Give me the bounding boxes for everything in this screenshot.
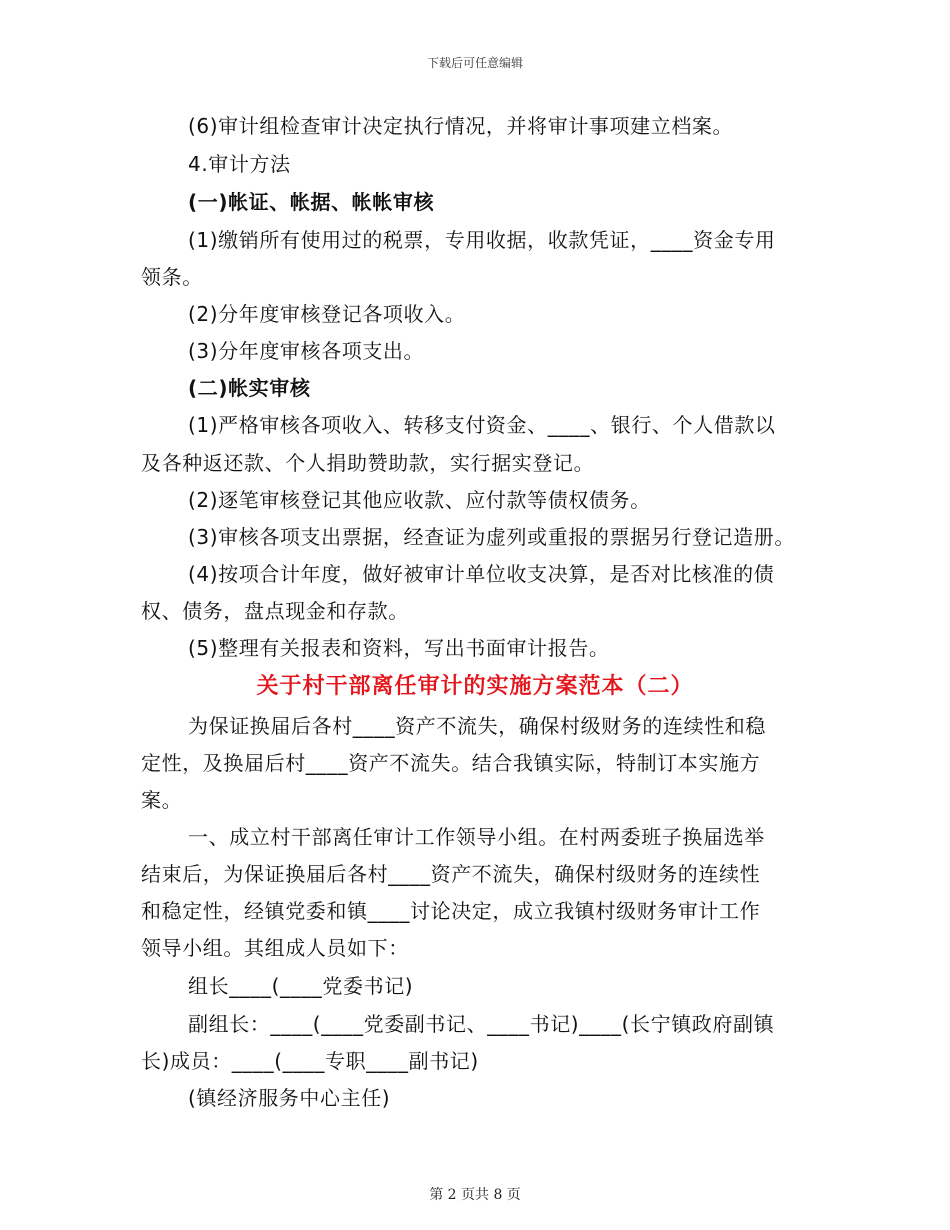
text-line: 和稳定性，经镇党委和镇____讨论决定，成立我镇村级财务审计工作 (141, 899, 761, 923)
text-line: (1)缴销所有使用过的税票，专用收据，收款凭证，____资金专用 (188, 228, 776, 252)
subheading: (二)帐实审核 (188, 376, 311, 400)
text-line: 及各种返还款、个人捐助赞助款，实行据实登记。 (141, 451, 595, 475)
text-line: 副组长：____(____党委副书记、____书记)____(长宁镇政府副镇 (188, 1012, 775, 1036)
text-line: (2)分年度审核登记各项收入。 (188, 302, 466, 326)
page-header: 下载后可任意编辑 (426, 56, 523, 70)
text-line: 长)成员：____(____专职____副书记) (141, 1049, 479, 1073)
text-line: (4)按项合计年度，做好被审计单位收支决算，是否对比核准的债 (188, 562, 775, 586)
text-line: 案。 (141, 788, 183, 812)
text-line: (2)逐笔审核登记其他应收款、应付款等债权债务。 (188, 488, 651, 512)
section-title: 关于村干部离任审计的实施方案范本（二） (256, 674, 694, 699)
text-line: 4.审计方法 (188, 152, 291, 176)
text-line: (3)审核各项支出票据，经查证为虚列或重报的票据另行登记造册。 (188, 525, 795, 549)
text-line: 领导小组。其组成人员如下： (141, 936, 409, 960)
text-line: 为保证换届后各村____资产不流失，确保村级财务的连续性和稳 (188, 714, 766, 738)
text-line: 领条。 (141, 265, 203, 289)
subheading: (一)帐证、帐据、帐帐审核 (188, 190, 435, 214)
page-footer: 第 2 页共 8 页 (429, 1187, 521, 1203)
text-line: (1)严格审核各项收入、转移支付资金、____、银行、个人借款以 (188, 413, 776, 437)
text-line: 权、债务，盘点现金和存款。 (141, 599, 409, 623)
text-line: 一、成立村干部离任审计工作领导小组。在村两委班子换届选举 (188, 825, 765, 849)
text-line: (镇经济服务中心主任) (188, 1086, 391, 1110)
text-line: (6)审计组检查审计决定执行情况，并将审计事项建立档案。 (188, 114, 734, 138)
text-line: 结束后，为保证换届后各村____资产不流失，确保村级财务的连续性 (141, 862, 761, 886)
text-line: (5)整理有关报表和资料，写出书面审计报告。 (188, 636, 610, 660)
text-line: 定性，及换届后村____资产不流失。结合我镇实际，特制订本实施方 (141, 751, 761, 775)
text-line: 组长____(____党委书记) (188, 974, 414, 998)
text-line: (3)分年度审核各项支出。 (188, 339, 425, 363)
